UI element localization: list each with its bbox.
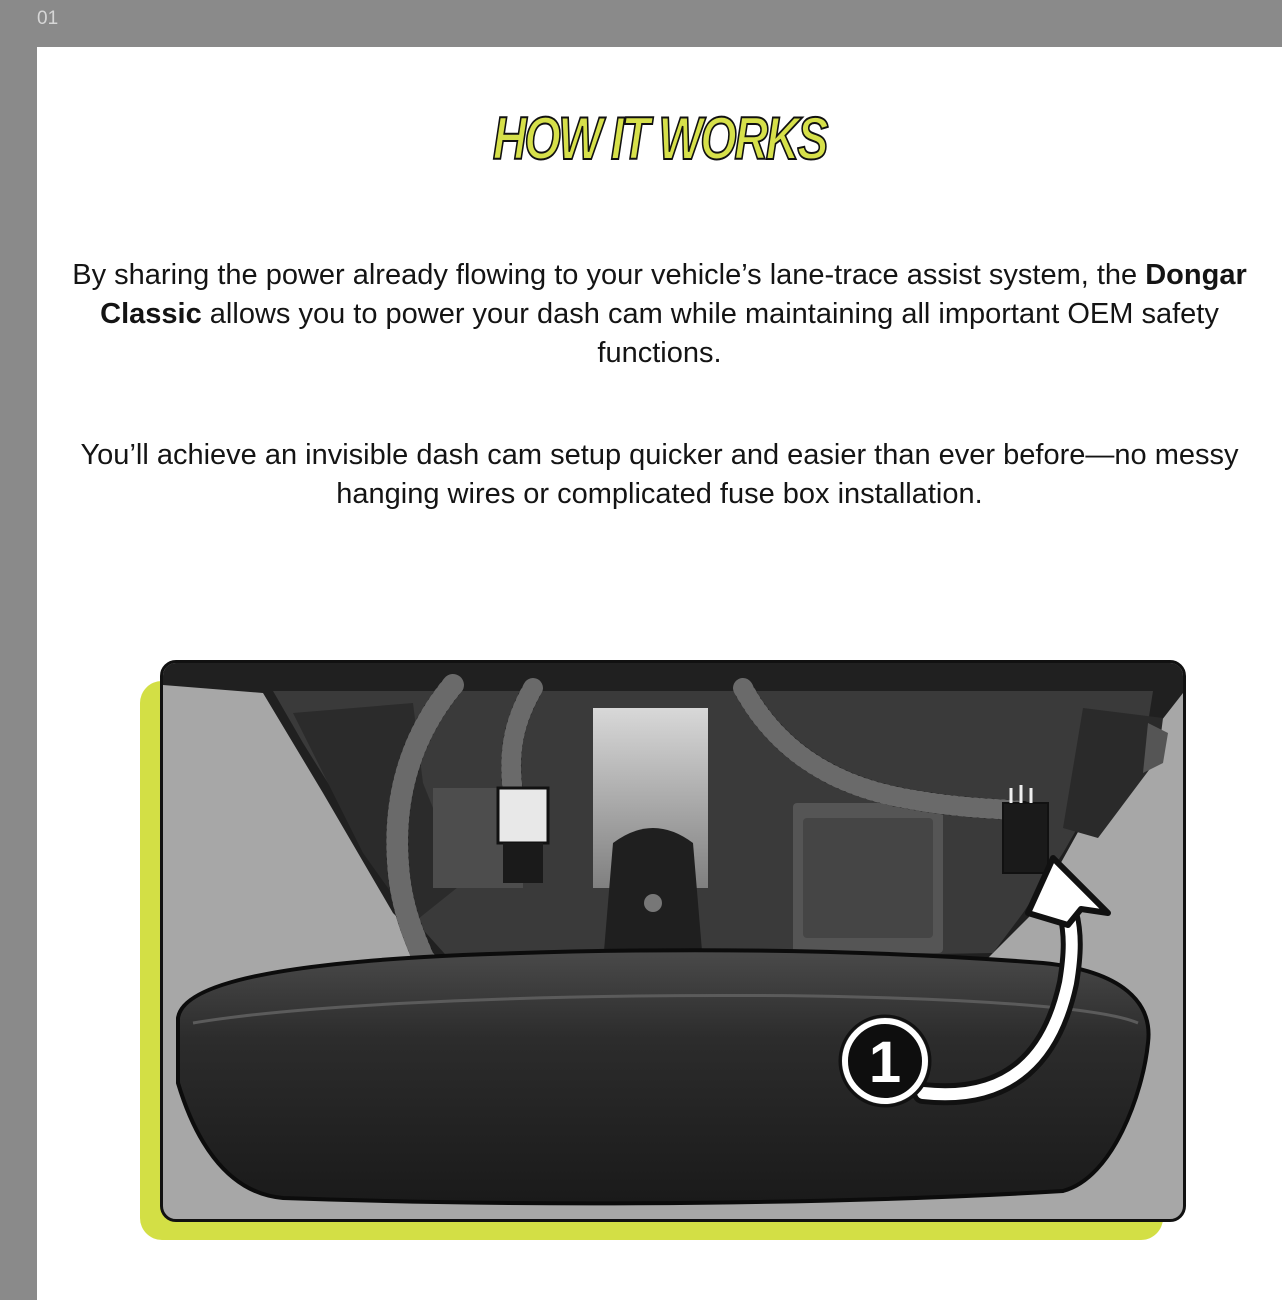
intro-text-end: allows you to power your dash cam while maintaining all important OEM safety functions. [201,298,1219,369]
page-sheet [37,47,1282,1300]
installation-illustration [140,659,1190,1253]
intro-text-start: By sharing the power already flowing to your vehicle’s lane-trace assist system, the [72,259,1146,291]
intro-paragraph [37,256,1282,373]
step-number: 1 [868,1030,902,1095]
step-number-badge [840,1016,930,1106]
benefit-paragraph: You’ll achieve an invisible dash cam setup quicker and easier than ever before—no messy hanging wires or complicated fuse box installation. [80,439,1239,510]
page-number: 01 [37,8,59,29]
product-name: Dongar Classic [100,259,1247,330]
illustration-frame [160,660,1186,1222]
section-title: HOW IT WORKS [492,105,827,172]
